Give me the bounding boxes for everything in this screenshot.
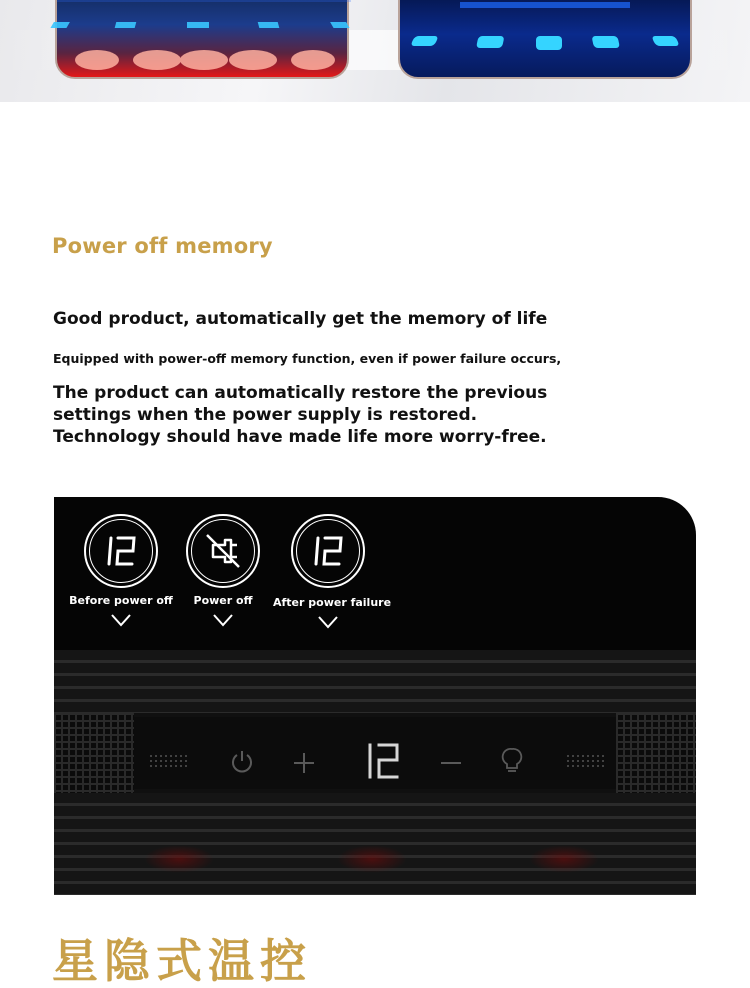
speaker-dots-left-icon xyxy=(149,753,189,767)
heater-glow xyxy=(144,845,214,873)
plus-icon xyxy=(292,751,316,775)
heater-glow xyxy=(529,845,599,873)
bulb-icon xyxy=(502,747,522,775)
cooling-mode-photo xyxy=(398,0,692,79)
digit-display-icon xyxy=(104,534,138,568)
headline: Good product, automatically get the memory of life xyxy=(53,309,548,329)
chevron-down-icon xyxy=(317,615,339,629)
light-button[interactable] xyxy=(502,747,522,775)
indicator-ring xyxy=(291,514,365,588)
indicator-power-off xyxy=(168,514,278,627)
body-line: The product can automatically restore the previous xyxy=(53,383,548,403)
right-grille xyxy=(616,713,696,793)
indicator-before-power-off xyxy=(66,514,176,627)
speaker-dots-right-icon xyxy=(566,753,606,767)
body-text xyxy=(53,382,613,448)
chevron-down-icon xyxy=(110,613,132,627)
heating-mode-photo xyxy=(55,0,349,79)
indicator-ring xyxy=(84,514,158,588)
body-line: Technology should have made life more worry-free. xyxy=(53,427,547,447)
subline: Equipped with power-off memory function, even if power failure occurs, xyxy=(53,351,562,366)
indicator-after-power-failure xyxy=(273,514,392,629)
power-button[interactable] xyxy=(230,749,254,775)
next-section-title: 星隐式温控 xyxy=(52,934,312,988)
power-off-crossed-plug-icon xyxy=(201,529,245,573)
indicator-label: Before power off xyxy=(69,594,173,607)
indicator-label: Power off xyxy=(193,594,253,607)
section-title: Power off memory xyxy=(52,234,273,258)
minus-button[interactable] xyxy=(439,760,463,766)
left-grille xyxy=(54,713,134,793)
body-line: settings when the power supply is restored. xyxy=(53,405,478,425)
plus-button[interactable] xyxy=(292,751,316,775)
minus-icon xyxy=(439,760,463,766)
device-panel xyxy=(54,497,696,895)
heater-glow xyxy=(337,845,407,873)
digit-display-icon xyxy=(311,534,345,568)
indicator-label: After power failure xyxy=(273,596,392,609)
temperature-display xyxy=(366,742,400,780)
indicator-ring xyxy=(186,514,260,588)
top-banner xyxy=(0,0,750,102)
power-icon xyxy=(230,749,254,775)
chevron-down-icon xyxy=(212,613,234,627)
